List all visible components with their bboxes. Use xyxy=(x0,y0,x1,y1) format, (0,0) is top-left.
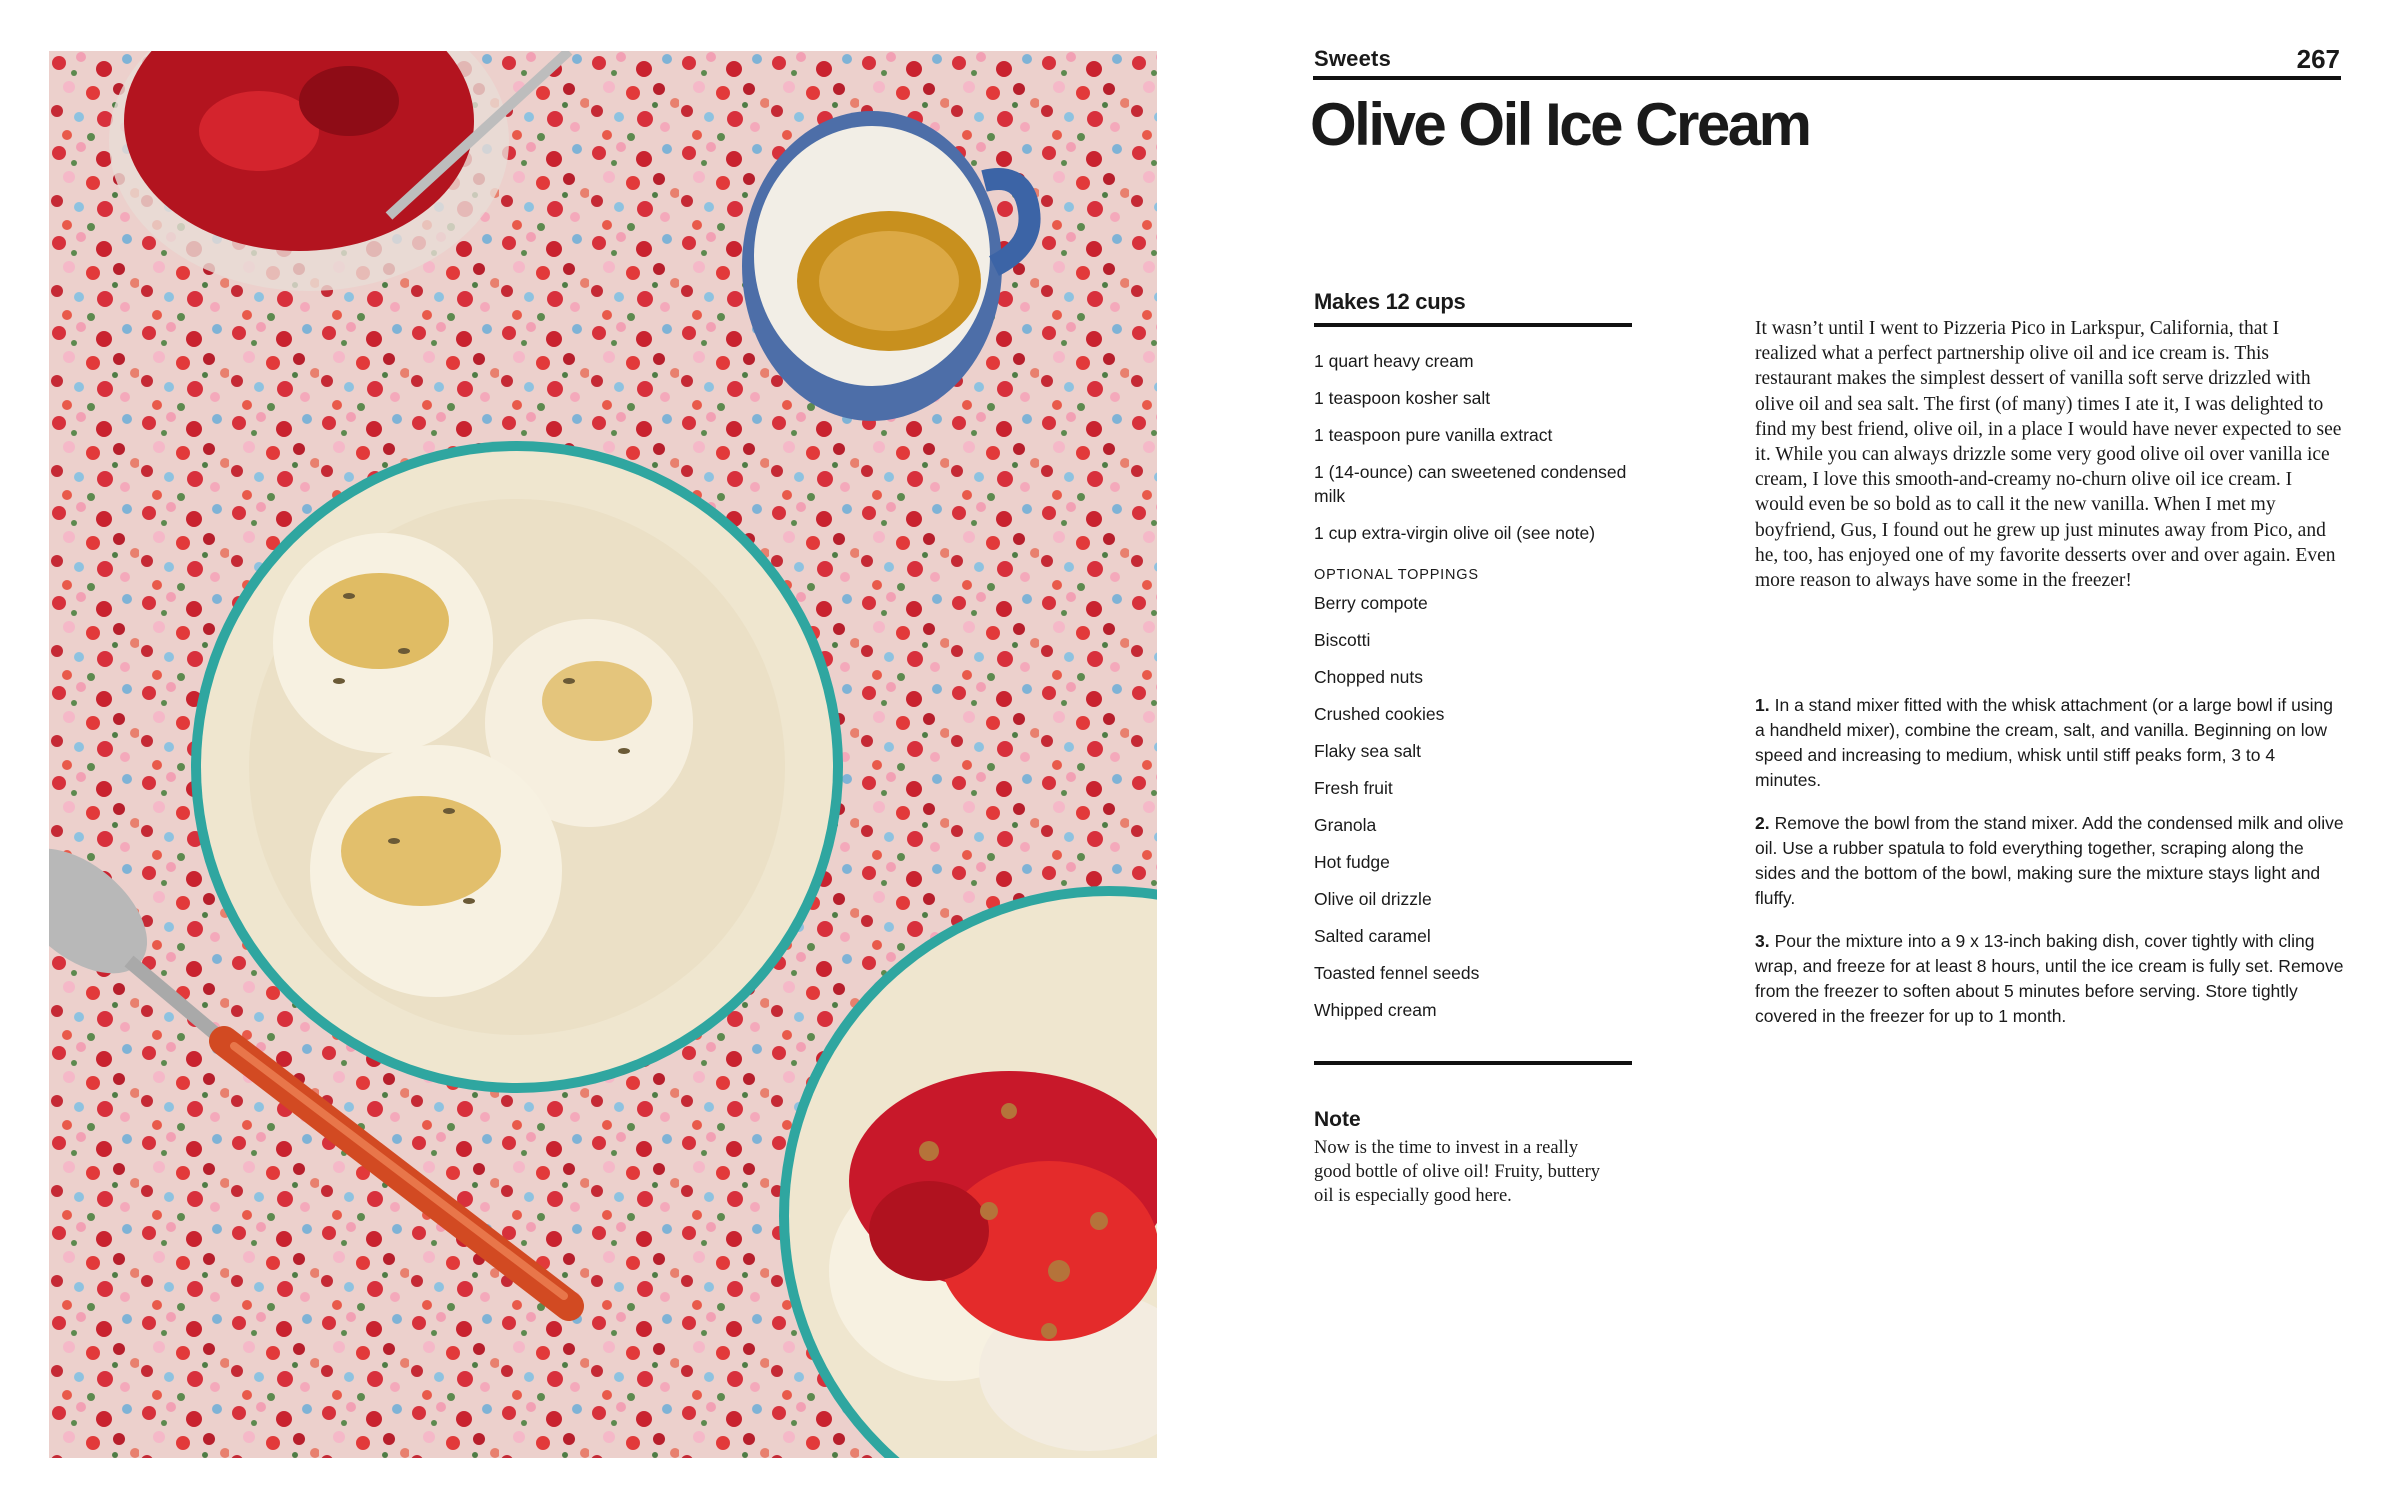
header-divider xyxy=(1313,76,2341,80)
step-number: 3. xyxy=(1755,931,1770,951)
section-label: Sweets xyxy=(1314,46,1392,71)
method-steps xyxy=(1755,693,2345,1047)
toppings-heading: OPTIONAL TOPPINGS xyxy=(1314,567,1479,583)
step-number: 2. xyxy=(1755,813,1770,833)
topping-item: Olive oil drizzle xyxy=(1314,889,1432,909)
ingredients-column xyxy=(1314,289,1632,1035)
topping-item: Granola xyxy=(1314,815,1377,835)
step-number: 1. xyxy=(1755,695,1770,715)
ingredient-item: 1 (14-ounce) can sweetened condensed milk xyxy=(1314,462,1627,506)
intro-paragraph: It wasn’t until I went to Pizzeria Pico in Larkspur, California, that I realized what a perfect partnership olive oil and ice cream is. This restaurant makes the simplest dessert of vanilla soft serve drizzled with olive oil and sea salt. The first (of many) times I ate it, I was delighted to find my best friend, olive oil, in a place I would have never expected to see it. While you can always drizzle some very good olive oil over vanilla ice cream, I love this smooth-and-creamy no-churn olive oil ice cream. I would even be so bold as to call it the new vanilla. When I met my boyfriend, Gus, I found out he grew up just minutes away from Pico, and he, too, has enjoyed one of my favorite desserts over and over again. Even more reason to always have some in the freezer! xyxy=(1755,318,2342,592)
toppings-list xyxy=(1314,591,1632,1022)
topping-item: Chopped nuts xyxy=(1314,667,1423,687)
topping-item: Whipped cream xyxy=(1314,1000,1437,1020)
note-heading: Note xyxy=(1314,1108,1361,1131)
topping-item: Salted caramel xyxy=(1314,926,1431,946)
topping-item: Toasted fennel seeds xyxy=(1314,963,1480,983)
ingredients-list xyxy=(1314,349,1632,545)
topping-item: Hot fudge xyxy=(1314,852,1390,872)
recipe-photo xyxy=(49,51,1157,1458)
topping-item: Berry compote xyxy=(1314,593,1428,613)
method-step xyxy=(1755,929,2345,1029)
topping-item: Crushed cookies xyxy=(1314,704,1445,724)
topping-item: Flaky sea salt xyxy=(1314,741,1421,761)
ingredient-item: 1 quart heavy cream xyxy=(1314,351,1474,371)
recipe-title: Olive Oil Ice Cream xyxy=(1310,91,1810,158)
method-step xyxy=(1755,693,2345,793)
ingredients-divider xyxy=(1314,323,1632,327)
ingredients-bottom-divider xyxy=(1314,1061,1632,1065)
topping-item: Fresh fruit xyxy=(1314,778,1393,798)
page-number: 267 xyxy=(2296,44,2340,74)
step-text: Pour the mixture into a 9 x 13-inch baking dish, cover tightly with cling wrap, and freeze for at least 8 hours, until the ice cream is fully set. Remove from the freezer to soften about 5 minutes before serving. Store tightly covered in the freezer for up to 1 month. xyxy=(1755,931,2344,1026)
step-text: Remove the bowl from the stand mixer. Add the condensed milk and olive oil. Use a rubber spatula to fold everything together, scraping along the sides and the bottom of the bowl, making sure the mixture stays light and fluffy. xyxy=(1755,813,2344,908)
ingredient-item: 1 teaspoon pure vanilla extract xyxy=(1314,425,1553,445)
ingredient-item: 1 teaspoon kosher salt xyxy=(1314,388,1491,408)
step-text: In a stand mixer fitted with the whisk attachment (or a large bowl if using a handheld mixer), combine the cream, salt, and vanilla. Beginning on low speed and increasing to medium, whisk until stiff peaks form, 3 to 4 minutes. xyxy=(1755,695,2333,790)
ingredient-item: 1 cup extra-virgin olive oil (see note) xyxy=(1314,523,1596,543)
yield-label: Makes 12 cups xyxy=(1314,289,1466,314)
method-step xyxy=(1755,811,2345,911)
topping-item: Biscotti xyxy=(1314,630,1371,650)
ice-cream-bowl xyxy=(191,441,843,1093)
note-text: Now is the time to invest in a really good bottle of olive oil! Fruity, buttery oil is especially good here. xyxy=(1314,1138,1601,1206)
